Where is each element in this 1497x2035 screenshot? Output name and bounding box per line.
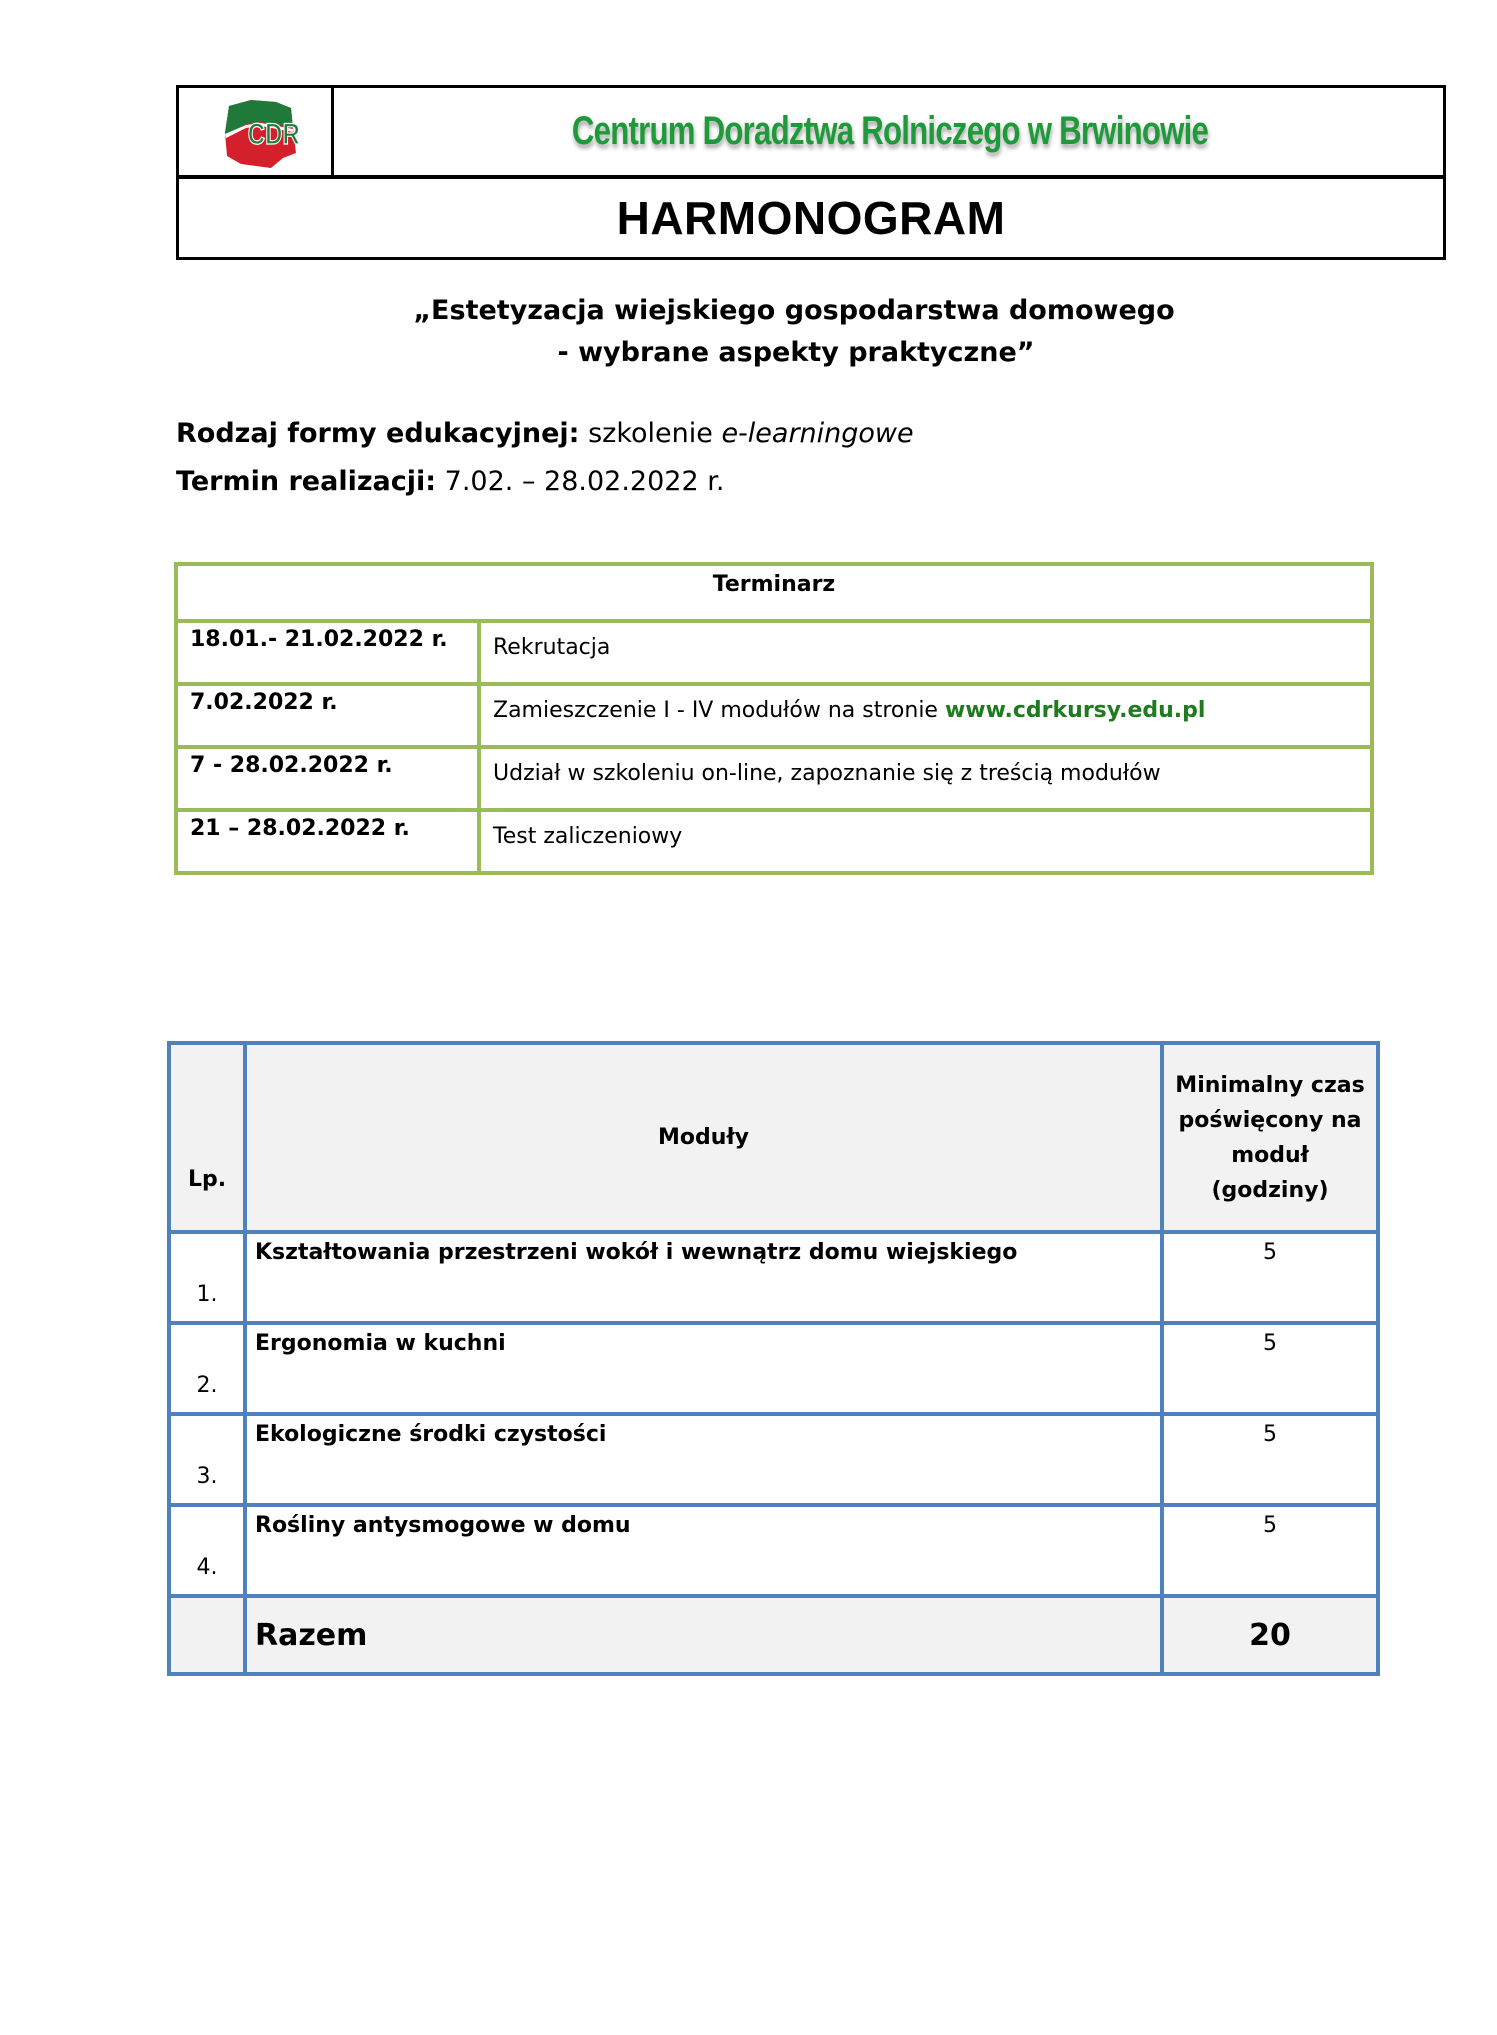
schedule-desc-text: Zamieszczenie I - IV modułów na stronie	[493, 698, 945, 723]
education-form-label: Rodzaj formy edukacyjnej:	[176, 418, 580, 449]
module-row	[169, 1414, 1378, 1505]
schedule-header: Terminarz	[176, 564, 1372, 621]
cdr-logo-icon	[221, 98, 301, 170]
module-name: Ergonomia w kuchni	[245, 1323, 1162, 1414]
schedule-header-row	[176, 564, 1372, 621]
module-name: Ekologiczne środki czystości	[245, 1414, 1162, 1505]
modules-table	[167, 1041, 1380, 1676]
course-title-line-1: „Estetyzacja wiejskiego gospodarstwa domowego	[413, 295, 1175, 326]
hours-header-line: moduł	[1231, 1142, 1309, 1168]
schedule-desc-text: Udział w szkoleniu on-line, zapoznanie się z treścią modułów	[493, 761, 1161, 786]
total-label: Razem	[245, 1596, 1162, 1674]
schedule-table	[174, 562, 1374, 875]
module-hours: 5	[1162, 1414, 1378, 1505]
column-header-modules: Moduły	[245, 1043, 1162, 1232]
header-top-row	[179, 88, 1443, 179]
module-row	[169, 1323, 1378, 1414]
module-row	[169, 1232, 1378, 1323]
education-form-value: szkolenie	[588, 418, 722, 449]
module-number: 3.	[169, 1414, 245, 1505]
schedule-row	[176, 810, 1372, 873]
schedule-row	[176, 747, 1372, 810]
total-row	[169, 1596, 1378, 1674]
document-header	[176, 85, 1446, 260]
module-number: 4.	[169, 1505, 245, 1596]
schedule-desc	[479, 684, 1372, 747]
schedule-desc-text: Rekrutacja	[493, 635, 611, 660]
module-hours: 5	[1162, 1505, 1378, 1596]
total-lp-empty	[169, 1596, 245, 1674]
hours-header-line: Minimalny czas	[1175, 1072, 1365, 1098]
modules-header-row	[169, 1043, 1378, 1232]
logo-cell	[179, 88, 334, 175]
schedule-row	[176, 684, 1372, 747]
schedule-date: 7 - 28.02.2022 r.	[176, 747, 479, 810]
course-website-link[interactable]: www.cdrkursy.edu.pl	[944, 698, 1206, 723]
module-number: 1.	[169, 1232, 245, 1323]
hours-header-line: poświęcony na	[1178, 1107, 1362, 1133]
realization-term-value: 7.02. – 28.02.2022 r.	[444, 466, 725, 497]
schedule-desc	[479, 747, 1372, 810]
schedule-desc	[479, 810, 1372, 873]
course-title	[176, 290, 1446, 374]
module-hours: 5	[1162, 1232, 1378, 1323]
column-header-hours	[1162, 1043, 1378, 1232]
schedule-row	[176, 621, 1372, 684]
schedule-date: 21 – 28.02.2022 r.	[176, 810, 479, 873]
hours-header-line: (godziny)	[1211, 1177, 1329, 1203]
realization-term-label: Termin realizacji:	[176, 466, 437, 497]
schedule-date: 18.01.- 21.02.2022 r.	[176, 621, 479, 684]
organization-name: Centrum Doradztwa Rolniczego w Brwinowie	[571, 109, 1209, 153]
education-form-value-italic: e-learningowe	[721, 418, 914, 449]
column-header-lp: Lp.	[169, 1043, 245, 1232]
schedule-date: 7.02.2022 r.	[176, 684, 479, 747]
schedule-desc-text: Test zaliczeniowy	[493, 824, 683, 849]
module-row	[169, 1505, 1378, 1596]
total-hours: 20	[1162, 1596, 1378, 1674]
svg-text:CDR: CDR	[247, 116, 300, 151]
module-name: Kształtowania przestrzeni wokół i wewnątrz domu wiejskiego	[245, 1232, 1162, 1323]
module-number: 2.	[169, 1323, 245, 1414]
module-hours: 5	[1162, 1323, 1378, 1414]
document-title: HARMONOGRAM	[616, 192, 1006, 244]
module-name: Rośliny antysmogowe w domu	[245, 1505, 1162, 1596]
course-title-line-2: - wybrane aspekty praktyczne”	[557, 337, 1035, 368]
education-form	[176, 418, 914, 449]
schedule-desc	[479, 621, 1372, 684]
realization-term	[176, 466, 724, 497]
